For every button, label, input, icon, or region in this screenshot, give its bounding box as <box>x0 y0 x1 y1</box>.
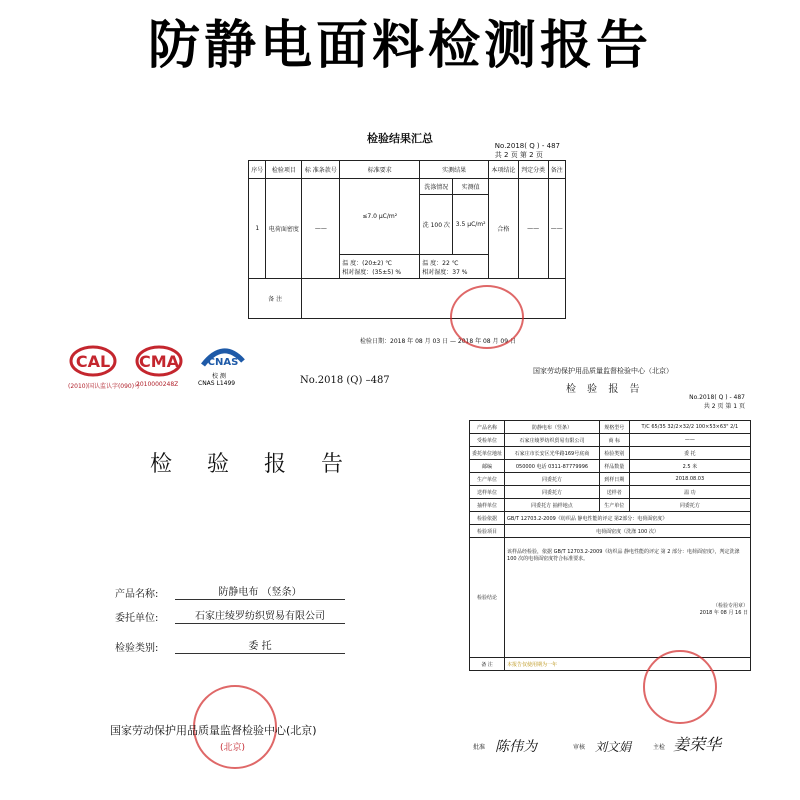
cover-org: 国家劳动保护用品质量监督检验中心(北京) <box>110 724 317 737</box>
svg-text:CNAS: CNAS <box>207 357 239 368</box>
detail-cell: 委托单位地址 <box>470 447 505 460</box>
detail-cell: 抽样单位 <box>470 499 505 512</box>
detail-cell: 到样日期 <box>599 473 629 486</box>
detail-seal <box>643 650 717 724</box>
detail-report-no: No.2018( Q ) - 487 共 2 页 第 1 页 <box>689 394 745 410</box>
signature-review: 刘文娟 <box>595 740 632 754</box>
detail-cell: 规格型号 <box>599 421 629 434</box>
summary-date: 检验日期：2018 年 08 月 03 日 — 2018 年 08 月 09 日 <box>360 338 516 345</box>
detail-cell: 受检单位 <box>470 434 505 447</box>
cnas-label: CNAS L1499 <box>198 380 236 387</box>
detail-cell: —— <box>629 434 750 447</box>
detail-cell: 2.5 米 <box>629 460 750 473</box>
cover-seal-text: (北京) <box>220 743 246 753</box>
detail-title: 检 验 报 告 <box>566 384 644 395</box>
cnas-top: 校 测 <box>212 373 226 380</box>
detail-row <box>470 486 751 499</box>
svg-text:CMA: CMA <box>138 352 180 371</box>
detail-cell: 检验类别 <box>599 447 629 460</box>
detail-cell: 同委托方 <box>629 499 750 512</box>
page-headline: 防静电面料检测报告 <box>147 15 652 76</box>
detail-row <box>470 434 751 447</box>
detail-cell: 同委托方 抽样地点 <box>505 499 600 512</box>
signature-approve: 陈伟为 <box>495 739 537 755</box>
detail-table: 产品名称 防静电布（竖条） 规格型号 T/C 65/35 32/2×32/2 100×53×63" 2/1 受检单位 石家庄绫罗纺织贸易有限公司 商 标 —— 委托单位地址 石家庄市长安区光华路169号底商 检验类别 委 托 邮编 050000 电话 0311-87779996 样品数量 2.5 米 生产单位 同委托方 到样日期 2018.08.03 送样单位 同委托方 送样者 温 功 抽样单位 同委托方 抽样地点 生产单位 同委托方 检验依据 GB/T 12703.2-2009《纺织品 静电性能的评定 第2部分：电荷面密度》 检验项目 电荷面密度（洗涤 100 次） 检验结论 该样品经检验，依据 GB/T 12703.2-2009《纺织品 静电性能的评定 第 2 部分：电荷面密度》，判定洗涤 100 次的电荷面密度符合标准要求。 （检验专用章） 2018 年 08 月 16 日 备 注 本报告仅使用期为一年 <box>469 420 751 671</box>
detail-cell: 温 功 <box>629 486 750 499</box>
detail-cell: 送样单位 <box>470 486 505 499</box>
svg-text:CAL: CAL <box>75 352 111 371</box>
cover-title: 检 验 报 告 <box>150 452 357 477</box>
detail-cell: 委 托 <box>629 447 750 460</box>
result-summary-sheet <box>210 120 590 365</box>
cal-label: (2010)国认监认字(090)号 <box>68 383 141 390</box>
detail-cell: 同委托方 <box>505 486 600 499</box>
detail-cell: 同委托方 <box>505 473 600 486</box>
report-cover <box>70 395 430 765</box>
accreditation-logos <box>68 343 248 393</box>
detail-cell: 生产单位 <box>599 499 629 512</box>
report-detail-sheet <box>463 360 753 780</box>
detail-row <box>470 421 751 434</box>
cal-logo <box>68 343 141 390</box>
detail-row <box>470 473 751 486</box>
detail-cell: T/C 65/35 32/2×32/2 100×53×63" 2/1 <box>629 421 750 434</box>
signatures: 批准 陈伟为 审核 刘文娟 主检 姜荣华 <box>473 732 743 762</box>
detail-cell: 送样者 <box>599 486 629 499</box>
detail-cell: 生产单位 <box>470 473 505 486</box>
detail-cell: 邮编 <box>470 460 505 473</box>
summary-report-no: No.2018( Q ) - 487 共 2 页 第 2 页 <box>494 142 560 159</box>
detail-row <box>470 499 751 512</box>
summary-table: 序号 检验项目 标 准条款号 标准要求 实测结果 本项结论 判定分类 备注 1 电荷面密度 —— ≤7.0 μC/m² 洗涤情况 实测值 合格 —— —— 洗 100 次 3.5 μC/m² 温 度：(20±2) ℃ 相对湿度：(35±5) % 温 度：22 ℃ 相对湿度：37 % 备 注 <box>248 160 566 319</box>
detail-cell: 石家庄绫罗纺织贸易有限公司 <box>505 434 600 447</box>
detail-cell: 石家庄市长安区光华路169号底商 <box>505 447 600 460</box>
detail-cell: 样品数量 <box>599 460 629 473</box>
product-row: 产品名称: 防静电布 （竖条） <box>115 583 345 600</box>
signature-test: 姜荣华 <box>673 735 722 754</box>
detail-row <box>470 447 751 460</box>
detail-cell: 商 标 <box>599 434 629 447</box>
category-row: 检验类别: 委 托 <box>115 637 345 654</box>
cnas-logo <box>198 343 248 387</box>
detail-row <box>470 460 751 473</box>
cma-label: 2010000248Z <box>136 381 179 388</box>
cma-logo <box>134 343 184 387</box>
detail-cell: 2018.08.03 <box>629 473 750 486</box>
detail-cell: 产品名称 <box>470 421 505 434</box>
red-seal <box>450 285 524 349</box>
detail-org: 国家劳动保护用品质量监督检验中心（北京） <box>533 367 673 375</box>
detail-cell: 防静电布（竖条） <box>505 421 600 434</box>
detail-cell: 050000 电话 0311-87779996 <box>505 460 600 473</box>
summary-title: 检验结果汇总 <box>367 132 433 145</box>
report-number: No.2018 (Q) –487 <box>300 375 390 386</box>
client-row: 委托单位: 石家庄绫罗纺织贸易有限公司 <box>115 607 345 624</box>
